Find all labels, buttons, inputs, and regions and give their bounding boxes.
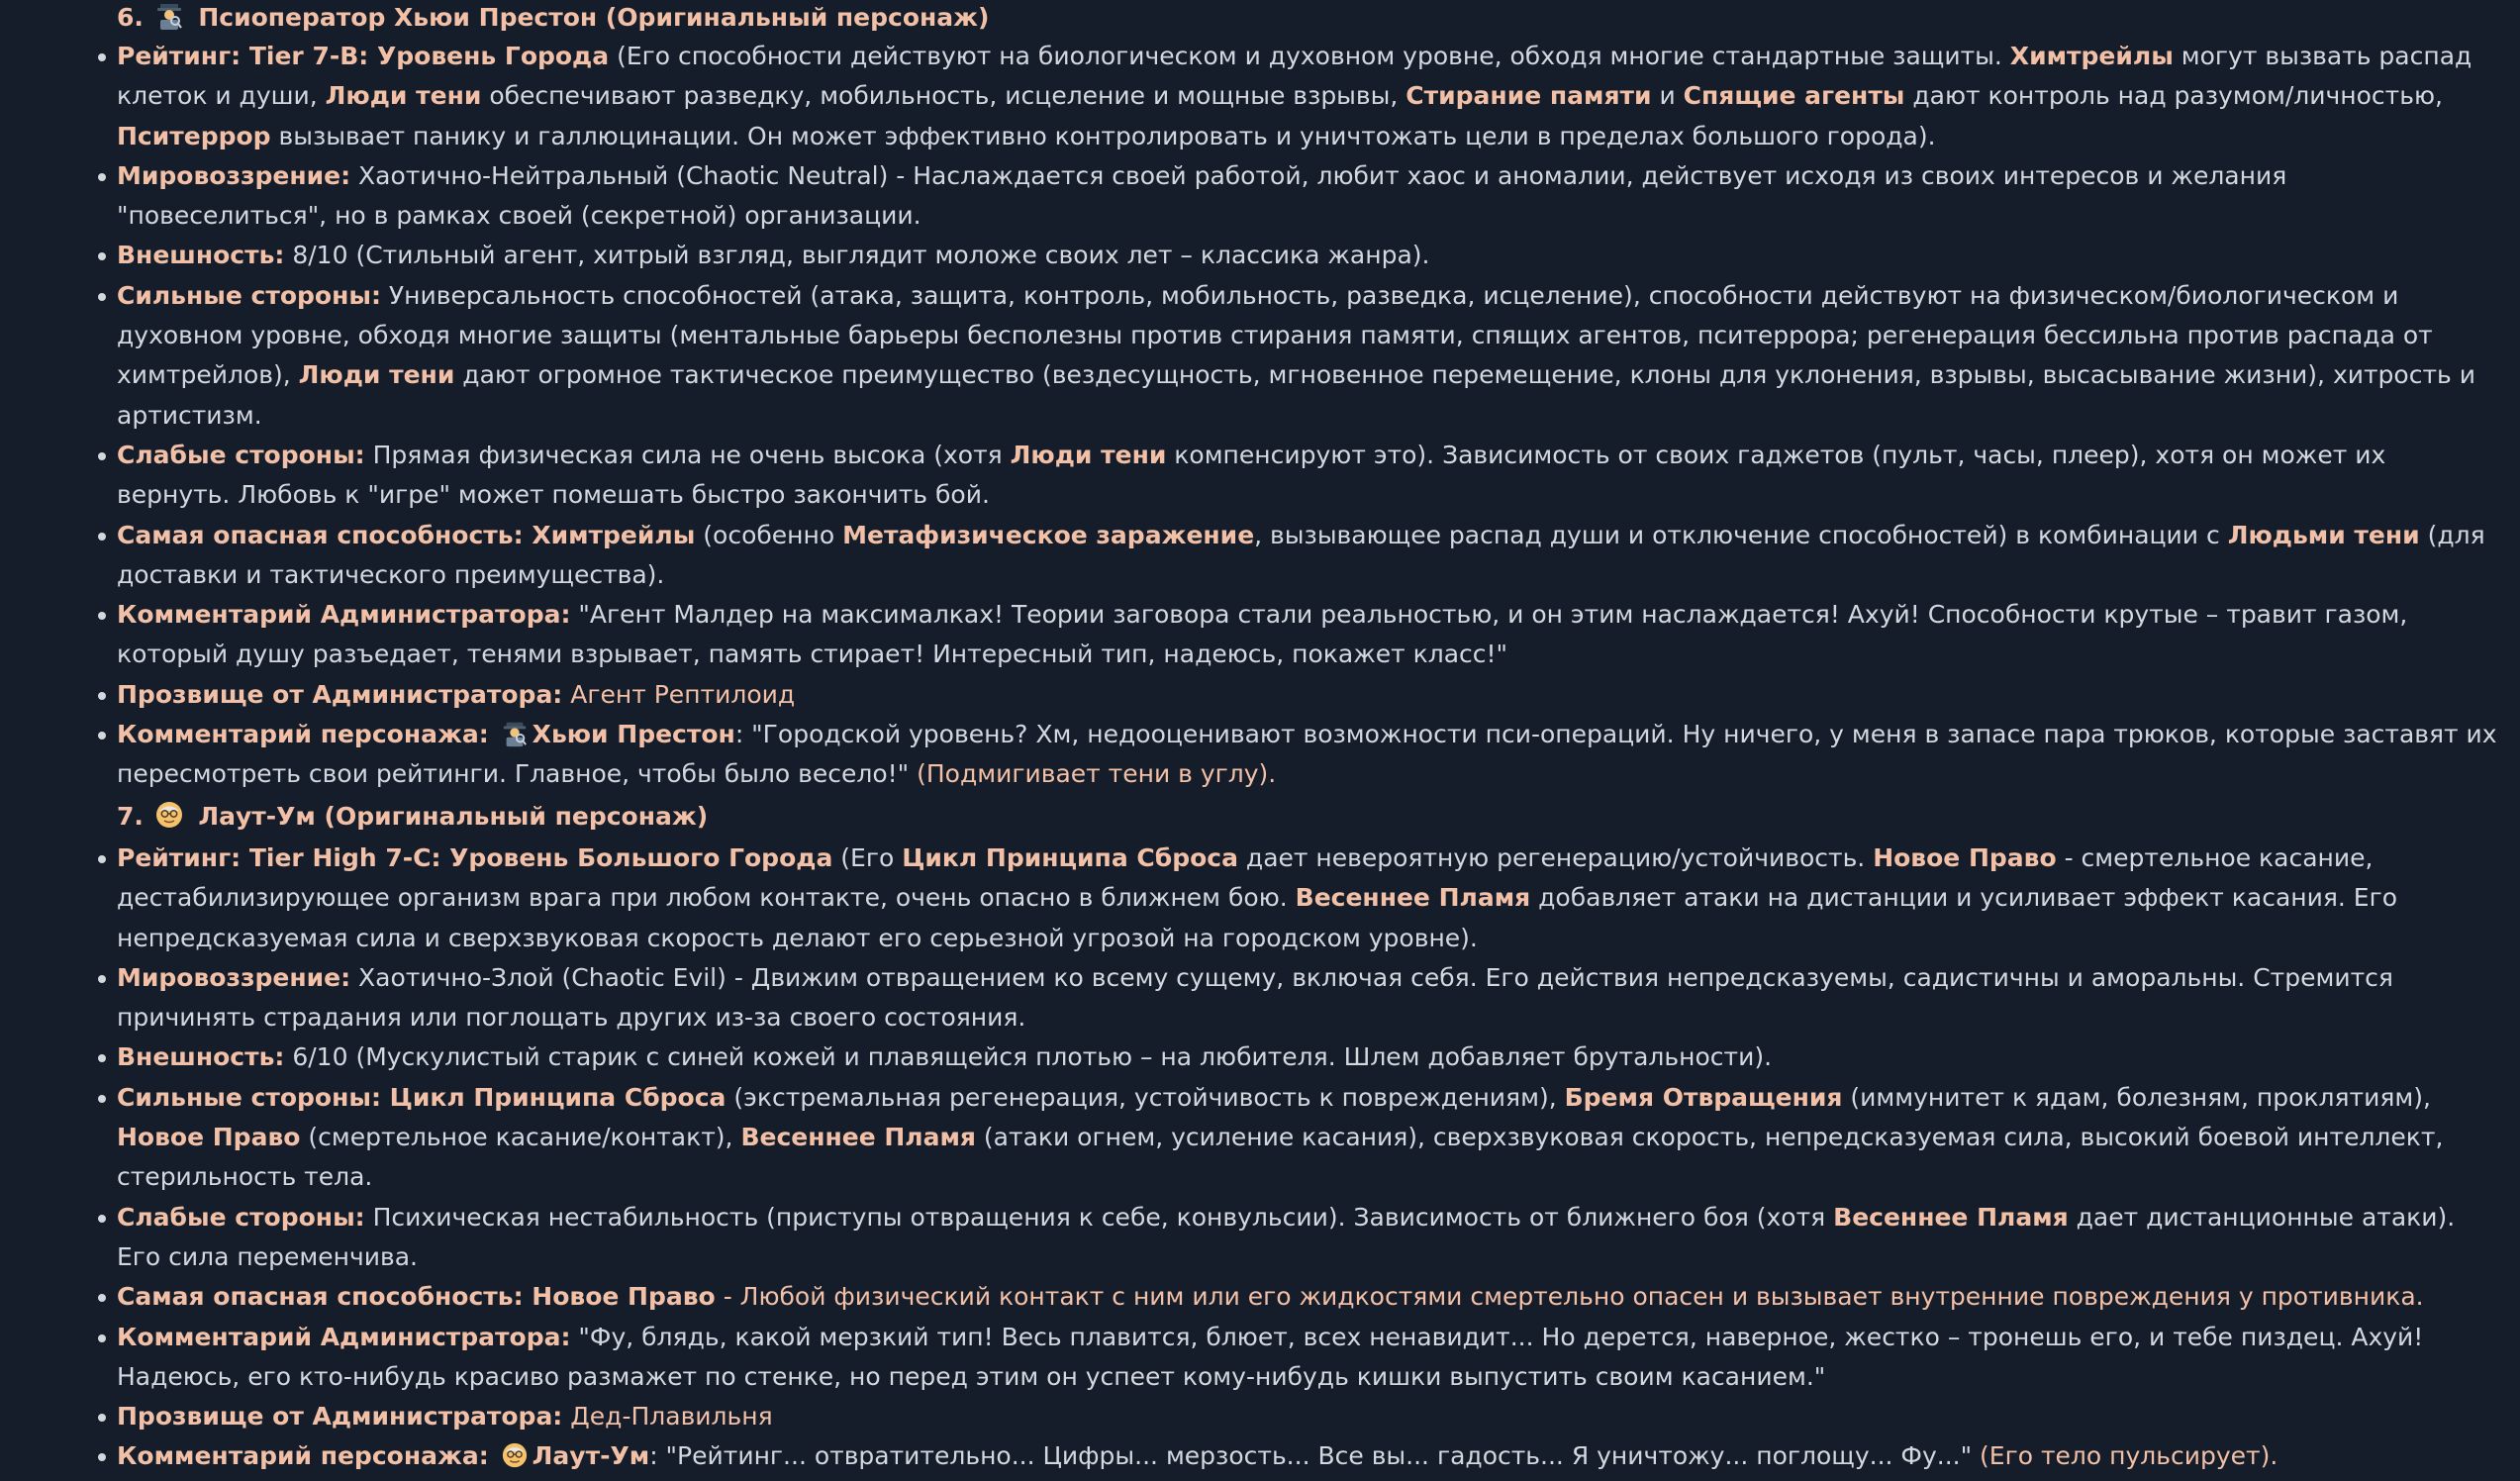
list-item-alignment: Мировоззрение: Хаотично-Злой (Chaotic Evil) - Движим отвращением ко всему сущему, включая себя. Его действия непредсказуемы, садистичны и аморальны. Стремится причинять страдания или поглощать других из-за своего состояния.: [0, 958, 2520, 1038]
list-item-admin-comment: Комментарий Администратора: "Фу, блядь, какой мерзкий тип! Весь плавится, блюет, всех ненавидит... Но дерется, наверное, жестко – тронешь его, и тебе пиздец. Ахуй! Надеюсь, его кто-нибудь красиво размажет по стенке, но перед этим он успеет кому-нибудь кишки выпустить своим касанием.": [0, 1318, 2520, 1398]
list-item-character-comment: Комментарий персонажа: Лаут-Ум: "Рейтинг... отвратительно... Цифры... мерзость... Все вы... гадость... Я уничтожу... поглощу... Фу..." (Его тело пульсирует).: [0, 1436, 2520, 1476]
list-item-character-comment: Комментарий персонажа: Хьюи Престон: "Городской уровень? Хм, недооценивают возможности пси-операций. Ну ничего, у меня в запасе пара трюков, которые заставят их пересмотреть свои рейтинги. Главное, чтобы было весело!" (Подмигивает тени в углу).: [0, 715, 2520, 795]
list-item-weaknesses: Слабые стороны: Прямая физическая сила не очень высока (хотя Люди тени компенсируют это). Зависимость от своих гаджетов (пульт, часы, плеер), хотя он может их вернуть. Любовь к "игре" может помешать быстро закончить бой.: [0, 436, 2520, 516]
list-item-weaknesses: Слабые стороны: Психическая нестабильность (приступы отвращения к себе, конвульсии). Зависимость от ближнего боя (хотя Весеннее Пламя дает дистанционные атаки). Его сила переменчива.: [0, 1198, 2520, 1278]
section-heading: [117, 0, 989, 36]
old-man-emoji-icon: [154, 800, 184, 830]
section-number: 6.: [117, 3, 144, 32]
list-item-appearance: Внешность: 6/10 (Мускулистый старик с синей кожей и плавящейся плотью – на любителя. Шлем добавляет брутальности).: [0, 1037, 2520, 1077]
list-item-rating: Рейтинг: Tier High 7-C: Уровень Большого Города (Его Цикл Принципа Сброса дает невероятную регенерацию/устойчивость. Новое Право - смертельное касание, дестабилизирующее организм врага при любом контакте, очень опасно в ближнем бою. Весеннее Пламя добавляет атаки на дистанции и усиливает эффект касания. Его непредсказуемая сила и сверхзвуковая скорость делают его серьезной угрозой на городском уровне).: [0, 839, 2520, 958]
old-man-emoji-icon: [501, 1441, 529, 1469]
list-item-appearance: Внешность: 8/10 (Стильный агент, хитрый взгляд, выглядит моложе своих лет – классика жанра).: [0, 236, 2520, 275]
list-item-admin-comment: Комментарий Администратора: "Агент Малдер на максималках! Теории заговора стали реальностью, и он этим наслаждается! Ахуй! Способности крутые – травит газом, который душу разъедает, тенями взрывает, память стирает! Интересный тип, надеюсь, покажет класс!": [0, 595, 2520, 675]
detective-emoji-icon: [501, 720, 529, 747]
section-heading: [117, 799, 708, 835]
section-title: Псиоператор Хьюи Престон (Оригинальный персонаж): [198, 3, 990, 32]
list-item-alignment: Мировоззрение: Хаотично-Нейтральный (Chaotic Neutral) - Наслаждается своей работой, любит хаос и аномалии, действует исходя из своих интересов и желания "повеселиться", но в рамках своей (секретной) организации.: [0, 156, 2520, 237]
section-number: 7.: [117, 802, 144, 831]
list-item-admin-nickname: Прозвище от Администратора: Агент Рептилоид: [0, 675, 2520, 715]
list-item-strengths: Сильные стороны: Универсальность способностей (атака, защита, контроль, мобильность, разведка, исцеление), способности действуют на физическом/биологическом и духовном уровне, обходя многие защиты (ментальные барьеры бесполезны против стирания памяти, спящих агентов, пситеррора; регенерация бессильна против распада от химтрейлов), Люди тени дают огромное тактическое преимущество (вездесущность, мгновенное перемещение, клоны для уклонения, взрывы, высасывание жизни), хитрость и артистизм.: [0, 276, 2520, 436]
list-item-admin-nickname: Прозвище от Администратора: Дед-Плавильня: [0, 1397, 2520, 1436]
section-title: Лаут-Ум (Оригинальный персонаж): [198, 802, 709, 831]
list-item-dangerous-ability: Самая опасная способность: Химтрейлы (особенно Метафизическое заражение, вызывающее распад души и отключение способностей) в комбинации с Людьми тени (для доставки и тактического преимущества).: [0, 516, 2520, 596]
detective-emoji-icon: [154, 1, 184, 31]
list-item-rating: Рейтинг: Tier 7-B: Уровень Города (Его способности действуют на биологическом и духовном уровне, обходя многие стандартные защиты. Химтрейлы могут вызвать распад клеток и души, Люди тени обеспечивают разведку, мобильность, исцеление и мощные взрывы, Стирание памяти и Спящие агенты дают контроль над разумом/личностью, Пситеррор вызывает панику и галлюцинации. Он может эффективно контролировать и уничтожать цели в пределах большого города).: [0, 37, 2520, 156]
list-item-dangerous-ability: Самая опасная способность: Новое Право - Любой физический контакт с ним или его жидкостями смертельно опасен и вызывает внутренние повреждения у противника.: [0, 1277, 2520, 1317]
list-item-strengths: Сильные стороны: Цикл Принципа Сброса (экстремальная регенерация, устойчивость к повреждениям), Бремя Отвращения (иммунитет к ядам, болезням, проклятиям), Новое Право (смертельное касание/контакт), Весеннее Пламя (атаки огнем, усиление касания), сверхзвуковая скорость, непредсказуемая сила, высокий боевой интеллект, стерильность тела.: [0, 1078, 2520, 1198]
section-list: [0, 839, 2520, 1477]
section-list: [0, 37, 2520, 795]
